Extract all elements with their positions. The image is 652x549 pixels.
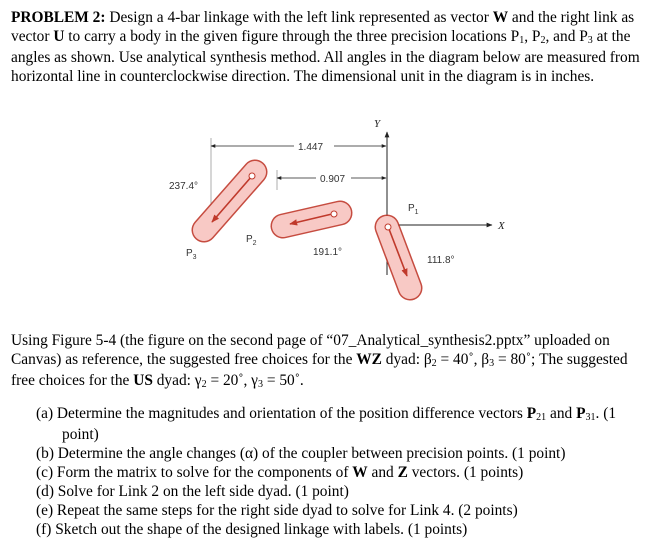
coupler-p1	[385, 224, 410, 288]
reference-text: dyad: γ	[152, 372, 202, 389]
reference-text: = 80˚; The suggested free choices for the	[11, 351, 628, 389]
reference-paragraph	[11, 331, 641, 392]
subscript: 3	[257, 379, 263, 390]
reference-text: = 20˚, γ	[206, 372, 258, 389]
p1-label: $P_1$	[408, 203, 419, 216]
linkage-figure	[0, 110, 652, 330]
p3-label: $P_3$	[186, 248, 197, 261]
task-c: (c) Form the matrix to solve for the components of W and Z vectors. (1 points)	[36, 464, 524, 481]
problem-text: Design a 4-bar linkage with the left link represented as vector	[105, 9, 493, 26]
y-axis-label: Y	[374, 118, 381, 130]
dim-mid-label: 0.907	[320, 174, 346, 185]
subscript: 3	[587, 35, 593, 46]
us-dyad: US	[133, 372, 153, 389]
reference-text: dyad: β	[381, 351, 432, 368]
problem-text: and the right link as vector	[11, 9, 635, 45]
wz-dyad: WZ	[356, 351, 382, 368]
problem-text: , and P	[545, 28, 588, 45]
angle-p2-label: 191.1°	[313, 247, 343, 258]
vector-w: W	[492, 9, 509, 26]
subscript: 2	[431, 358, 437, 369]
linkage-diagram	[0, 110, 652, 330]
reference-text: Using Figure 5-4 (the figure on the second page of “07_Analytical_synthesis2.pptx” uploaded on Canvas) as reference, the suggested free choices for the	[11, 332, 610, 368]
dim-top-label: 1.447	[298, 142, 324, 153]
p2-label: $P_2$	[246, 234, 257, 247]
task-d: (d) Solve for Link 2 on the left side dyad. (1 point)	[36, 483, 349, 500]
subscript: 1	[519, 35, 525, 46]
problem-text: , P	[524, 28, 541, 45]
subscript: 3	[489, 358, 495, 369]
vector-u: U	[53, 28, 65, 45]
angle-p1-label: 111.8°	[427, 255, 455, 266]
task-b: (b) Determine the angle changes (α) of the coupler between precision points. (1 point)	[36, 445, 566, 462]
reference-text: = 50˚.	[262, 372, 304, 389]
subscript: 2	[540, 35, 546, 46]
problem-text: to carry a body in the given figure through the three precision locations P	[64, 28, 520, 45]
subscript: 2	[201, 379, 207, 390]
coupler-p2	[283, 211, 340, 226]
task-f: (f) Sketch out the shape of the designed linkage with labels. (1 points)	[36, 521, 468, 538]
task-e: (e) Repeat the same steps for the right side dyad to solve for Link 4. (2 points)	[36, 502, 518, 519]
problem-label: PROBLEM 2:	[11, 9, 106, 26]
task-list	[36, 404, 646, 539]
problem-text: at the angles as shown. Use analytical synthesis method. All angles in the diagram below are measured from horizontal line in counterclockwise direction. The dimensional unit in the diagram is in inches.	[11, 28, 640, 85]
angle-p3-label: 237.4°	[169, 181, 199, 192]
problem-statement	[11, 8, 641, 86]
task-a: (a) Determine the magnitudes and orientation of the position difference vectors $P_{21}$ and $P_{31}$. (1 point)	[36, 405, 617, 443]
reference-text: = 40˚, β	[436, 351, 490, 368]
coupler-p3	[204, 172, 255, 230]
x-axis-label: X	[498, 220, 505, 232]
